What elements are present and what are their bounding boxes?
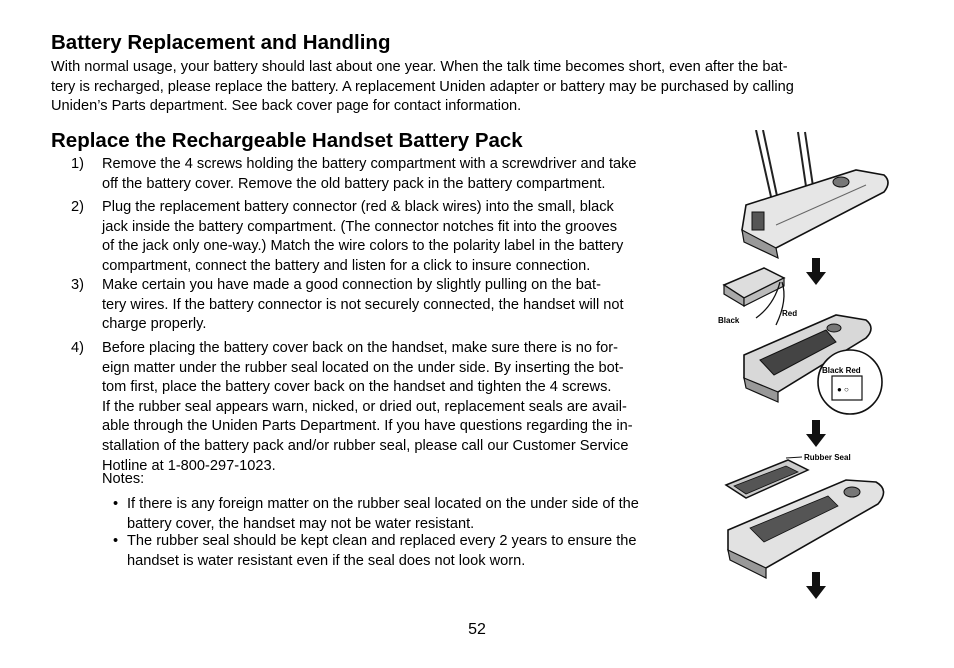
handset-with-screwdriver-icon (742, 130, 888, 258)
bullet-icon: • (113, 496, 119, 512)
step-number: 3) (71, 277, 84, 293)
page-number: 52 (468, 621, 486, 638)
rubber-seal-label: Rubber Seal (804, 453, 851, 462)
down-arrow-icon (806, 420, 826, 447)
text-line: Make certain you have made a good connection by slightly pulling on the bat- (102, 277, 601, 293)
step-4-text (102, 339, 633, 476)
text-line: Plug the replacement battery connector (red & black wires) into the small, black (102, 199, 614, 215)
bullet-icon: • (113, 533, 119, 549)
step-number: 2) (71, 199, 84, 215)
step-number: 4) (71, 340, 84, 356)
text-line: tery wires. If the battery connector is not securely connected, the handset will not (102, 296, 624, 313)
text-line: With normal usage, your battery should last about one year. When the talk time becomes short, even after the bat- (51, 59, 788, 75)
section-heading-replace-battery-pack: Replace the Rechargeable Handset Battery Pack (51, 129, 523, 152)
black-wire-label: Black (718, 316, 740, 325)
red-wire-label: Red (782, 309, 798, 318)
notes-label: Notes: (102, 471, 145, 487)
step-number: 1) (71, 156, 84, 172)
text-line: able through the Uniden Parts Department. If you have questions regarding the in- (102, 418, 633, 435)
section-heading-battery-replacement: Battery Replacement and Handling (51, 31, 391, 54)
polarity-label-text: Black Red (822, 366, 861, 375)
step-1-text (102, 155, 637, 194)
text-line: off the battery cover. Remove the old battery pack in the battery compartment. (102, 175, 606, 192)
text-line: stallation of the battery pack and/or rubber seal, please call our Customer Service (102, 437, 629, 454)
text-line: charge properly. (102, 316, 207, 333)
note-1-text (127, 495, 639, 534)
text-line: tom first, place the battery cover back on the handset and tighten the 4 screws. (102, 379, 612, 396)
text-line: jack inside the battery compartment. (The connector notches fit into the grooves (102, 218, 618, 235)
polarity-symbols: ● ○ (837, 385, 849, 394)
text-line: If there is any foreign matter on the rubber seal located on the under side of the (127, 496, 639, 512)
battery-cover-icon (726, 460, 808, 498)
down-arrow-icon (806, 258, 826, 285)
step-2-text (102, 198, 623, 276)
text-line: Remove the 4 screws holding the battery compartment with a screwdriver and take (102, 156, 637, 172)
text-line: tery is recharged, please replace the battery. A replacement Uniden adapter or battery may be purchased by calling (51, 78, 794, 95)
text-line: compartment, connect the battery and listen for a click to insure connection. (102, 257, 591, 274)
text-line: Hotline at 1-800-297-1023. (102, 457, 276, 474)
battery-replacement-illustration (716, 130, 896, 605)
intro-paragraph (51, 58, 794, 117)
text-line: Uniden’s Parts department. See back cover page for contact information. (51, 98, 522, 115)
text-line: handset is water resistant even if the seal does not look worn. (127, 552, 526, 569)
note-2-text (127, 532, 636, 571)
step-3-text (102, 276, 624, 335)
down-arrow-icon (806, 572, 826, 599)
polarity-label-icon (818, 350, 882, 414)
text-line: Before placing the battery cover back on the handset, make sure there is no for- (102, 340, 618, 356)
text-line: eign matter under the rubber seal located on the under side. By inserting the bot- (102, 359, 624, 376)
text-line: of the jack only one-way.) Match the wire colors to the polarity label in the battery (102, 238, 624, 255)
text-line: The rubber seal should be kept clean and replaced every 2 years to ensure the (127, 533, 637, 549)
text-line: If the rubber seal appears warn, nicked, or dried out, replacement seals are avail- (102, 398, 627, 415)
text-line: battery cover, the handset may not be water resistant. (127, 515, 475, 532)
